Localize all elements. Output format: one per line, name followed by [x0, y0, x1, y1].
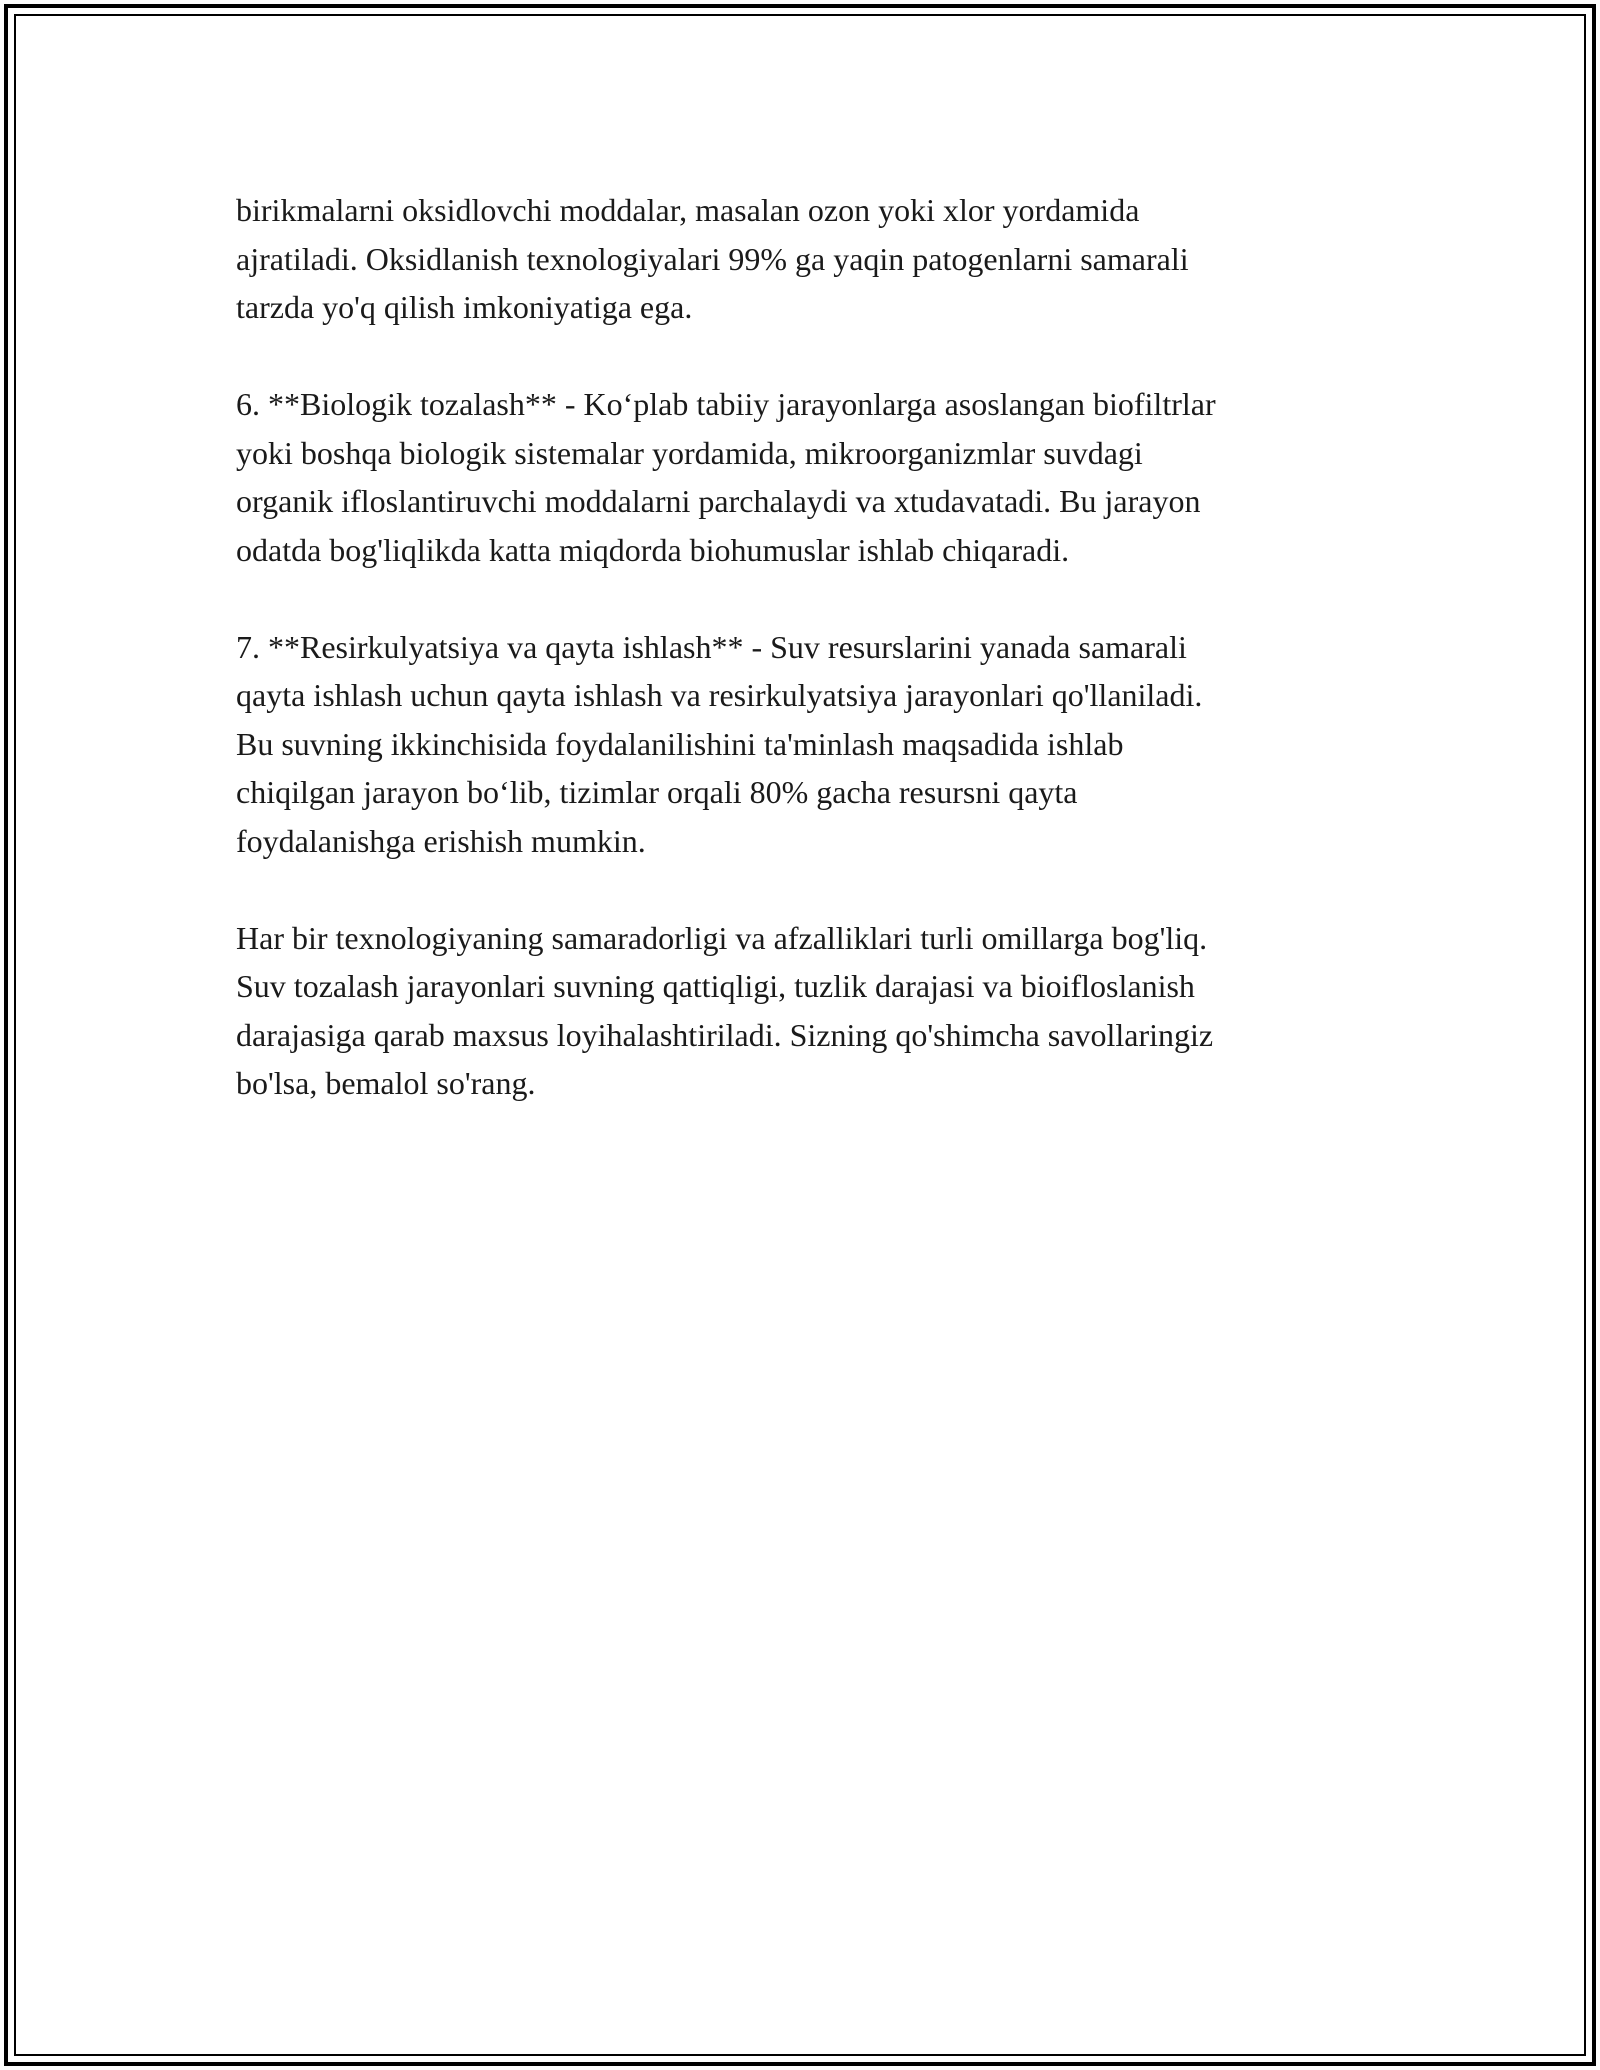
paragraph-conclusion: Har bir texnologiyaning samaradorligi va afzalliklari turli omillarga bog'liq. Suv tozalash jarayonlari suvning qattiqligi, tuzlik darajasi va bioifloslanish darajasiga qarab maxsus loyihalashtiriladi. Sizning qo'shimcha savollaringiz bo'lsa, bemalol so'rang.	[236, 919, 1214, 1101]
document-body	[236, 186, 1416, 1156]
paragraph-biological-treatment: 6. **Biologik tozalash** - Ko‘plab tabiiy jarayonlarga asoslangan biofiltrlar yoki boshqa biologik sistemalar yordamida, mikroorganizmlar suvdagi organik ifloslantiruvchi moddalarni parchalaydi va xtudavatadi. Bu jarayon odatda bog'liqlikda katta miqdorda biohumuslar ishlab chiqaradi.	[236, 386, 1216, 568]
paragraph-recirculation: 7. **Resirkulyatsiya va qayta ishlash** - Suv resurslarini yanada samarali qayta ishlash uchun qayta ishlash va resirkulyatsiya jarayonlari qo'llaniladi. Bu suvning ikkinchisida foydalanilishini ta'minlash maqsadida ishlab chiqilgan jarayon bo‘lib, tizimlar orqali 80% gacha resursni qayta foydalanishga erishish mumkin.	[236, 628, 1203, 859]
paragraph-oxidation-continuation: birikmalarni oksidlovchi moddalar, masalan ozon yoki xlor yordamida ajratiladi. Oksidlanish texnologiyalari 99% ga yaqin patogenlarni samarali tarzda yo'q qilish imkoniyatiga ega.	[236, 192, 1189, 325]
